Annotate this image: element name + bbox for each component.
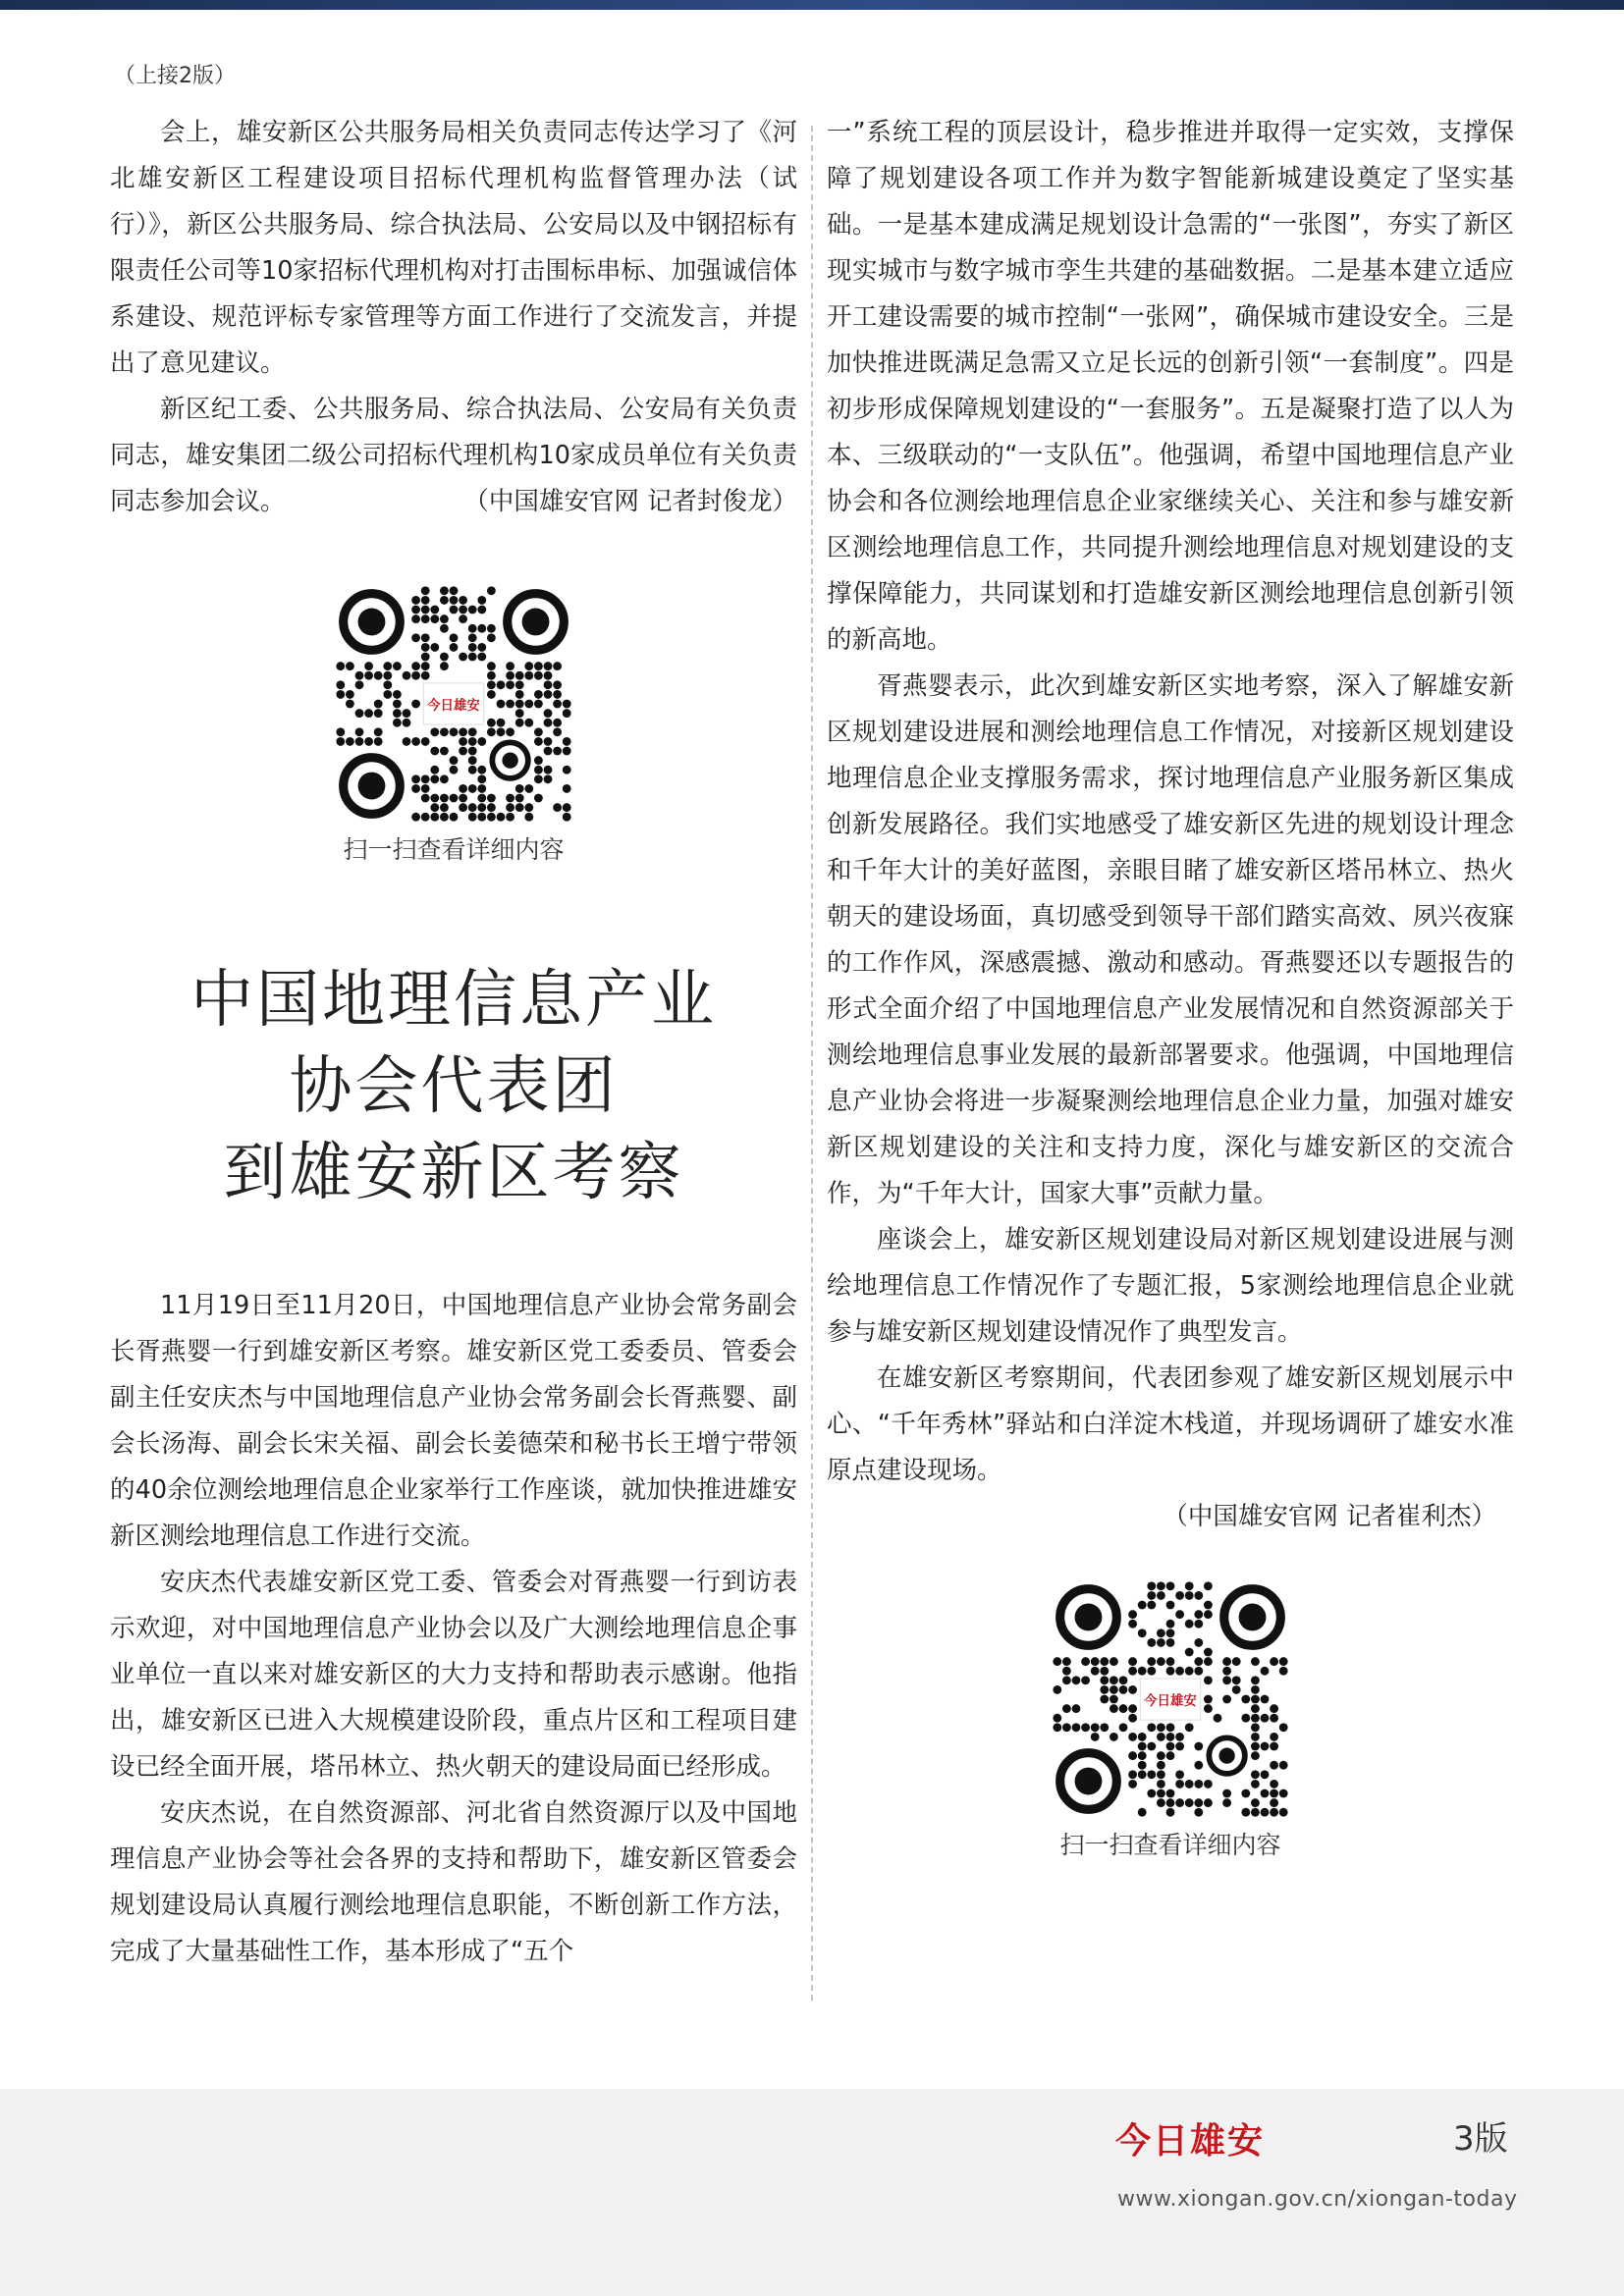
svg-text:今日雄安: 今日雄安 [427,697,480,714]
article2-paragraph: 胥燕婴表示，此次到雄安新区实地考察，深入了解雄安新区规划建设进展和测绘地理信息工作情况，对接新区规划建设地理信息企业支撑服务需求，探讨地理信息产业服务新区集成创新发展路径。我们实地感受了雄安新区先进的规划设计理念和千年大计的美好蓝图，亲眼目睹了雄安新区塔吊林立、热火朝天的建设场面，真切感受到领导干部们踏实高效、夙兴夜寐的工作作风，深感震撼、激动和感动。胥燕婴还以专题报告的形式全面介绍了中国地理信息产业发展情况和自然资源部关于测绘地理信息事业发展的最新部署要求。他强调，中国地理信息产业协会将进一步凝聚测绘地理信息企业力量，加强对雄安新区规划建设的关注和支持力度，深化与雄安新区的交流合作，为“千年大计，国家大事”贡献力量。 [827,671,1514,1208]
article2-paragraph: 在雄安新区考察期间，代表团参观了雄安新区规划展示中心、“千年秀林”驿站和白洋淀木栈道，并现场调研了雄安水准原点建设现场。 [827,1363,1514,1485]
left-column [110,110,797,1975]
qr-caption-1: 扫一扫查看详细内容 [343,835,565,864]
page-number: 3版 [1453,2119,1508,2159]
qr-code-block-2 [827,1581,1514,1862]
headline-line: 到雄安新区考察 [223,1137,684,1209]
article1-paragraph: 会上，雄安新区公共服务局相关负责同志传达学习了《河北雄安新区工程建设项目招标代理机构监督管理办法（试行）》，新区公共服务局、综合执法局、公安局以及中钢招标有限责任公司等10家招标代理机构对打击围标串标、加强诚信体系建设、规范评标专家管理等方面工作进行了交流发言，并提出了意见建议。 [110,118,797,378]
headline-line: 中国地理信息产业 [190,964,717,1037]
article2-paragraph: 安庆杰说，在自然资源部、河北省自然资源厅以及中国地理信息产业协会等社会各界的支持和帮助下，雄安新区管委会规划建设局认真履行测绘地理信息职能，不断创新工作方法，完成了大量基础性工作，基本形成了“五个 [110,1798,797,1966]
article2-byline: （中国雄安官网 记者崔利杰） [1163,1502,1496,1531]
right-column [827,110,1514,1862]
top-color-bar [0,0,1624,10]
footer-url[interactable]: www.xiongan.gov.cn/xiongan-today [1117,2187,1518,2212]
qr-caption-2: 扫一扫查看详细内容 [1059,1831,1281,1859]
headline-line: 协会代表团 [289,1050,619,1123]
article2-paragraph: 一”系统工程的顶层设计，稳步推进并取得一定实效，支撑保障了规划建设各项工作并为数字智能新城建设奠定了坚实基础。一是基本建成满足规划设计急需的“一张图”，夯实了新区现实城市与数字城市孪生共建的基础数据。二是基本建立适应开工建设需要的城市控制“一张网”，确保城市建设安全。三是加快推进既满足急需又立足长远的创新引领“一套制度”。四是初步形成保障规划建设的“一套服务”。五是凝聚打造了以人为本、三级联动的“一支队伍”。他强调，希望中国地理信息产业协会和各位测绘地理信息企业家继续关心、关注和参与雄安新区测绘地理信息工作，共同提升测绘地理信息对规划建设的支撑保障能力，共同谋划和打造雄安新区测绘地理信息创新引领的新高地。 [827,118,1514,655]
article2-paragraph: 11月19日至11月20日，中国地理信息产业协会常务副会长胥燕婴一行到雄安新区考察。雄安新区党工委委员、管委会副主任安庆杰与中国地理信息产业协会常务副会长胥燕婴、副会长汤海、副会长宋关福、副会长姜德荣和秘书长王增宁带领的40余位测绘地理信息企业家举行工作座谈，就加快推进雄安新区测绘地理信息工作进行交流。 [110,1291,797,1551]
footer-logo: 今日雄安 [1115,2120,1266,2162]
article1-paragraph [110,387,797,525]
article2-paragraph: 座谈会上，雄安新区规划建设局对新区规划建设进展与测绘地理信息工作情况作了专题汇报，5家测绘地理信息企业就参与雄安新区规划建设情况作了典型发言。 [827,1225,1514,1347]
svg-text:今日雄安: 今日雄安 [1144,1692,1197,1709]
continued-from-note: （上接2版） [114,64,236,88]
article1-paragraph-text: 新区纪工委、公共服务局、综合执法局、公安局有关负责同志，雄安集团二级公司招标代理机构10家成员单位有关负责同志参加会议。 [110,395,797,516]
qr-code-2 [1053,1581,1288,1817]
article1-byline: （中国雄安官网 记者封俊龙） [463,487,797,516]
article2-body-left [110,1283,797,1975]
article2-headline [110,957,797,1216]
qr-code-block-1 [110,586,797,867]
article2-paragraph: 安庆杰代表雄安新区党工委、管委会对胥燕婴一行到访表示欢迎，对中国地理信息产业协会以及广大测绘地理信息企事业单位一直以来对雄安新区的大力支持和帮助表示感谢。他指出，雄安新区已进入大规模建设阶段，重点片区和工程项目建设已经全面开展，塔吊林立、热火朝天的建设局面已经形成。 [110,1568,797,1782]
column-divider [811,126,813,2001]
qr-code-1 [336,586,571,822]
